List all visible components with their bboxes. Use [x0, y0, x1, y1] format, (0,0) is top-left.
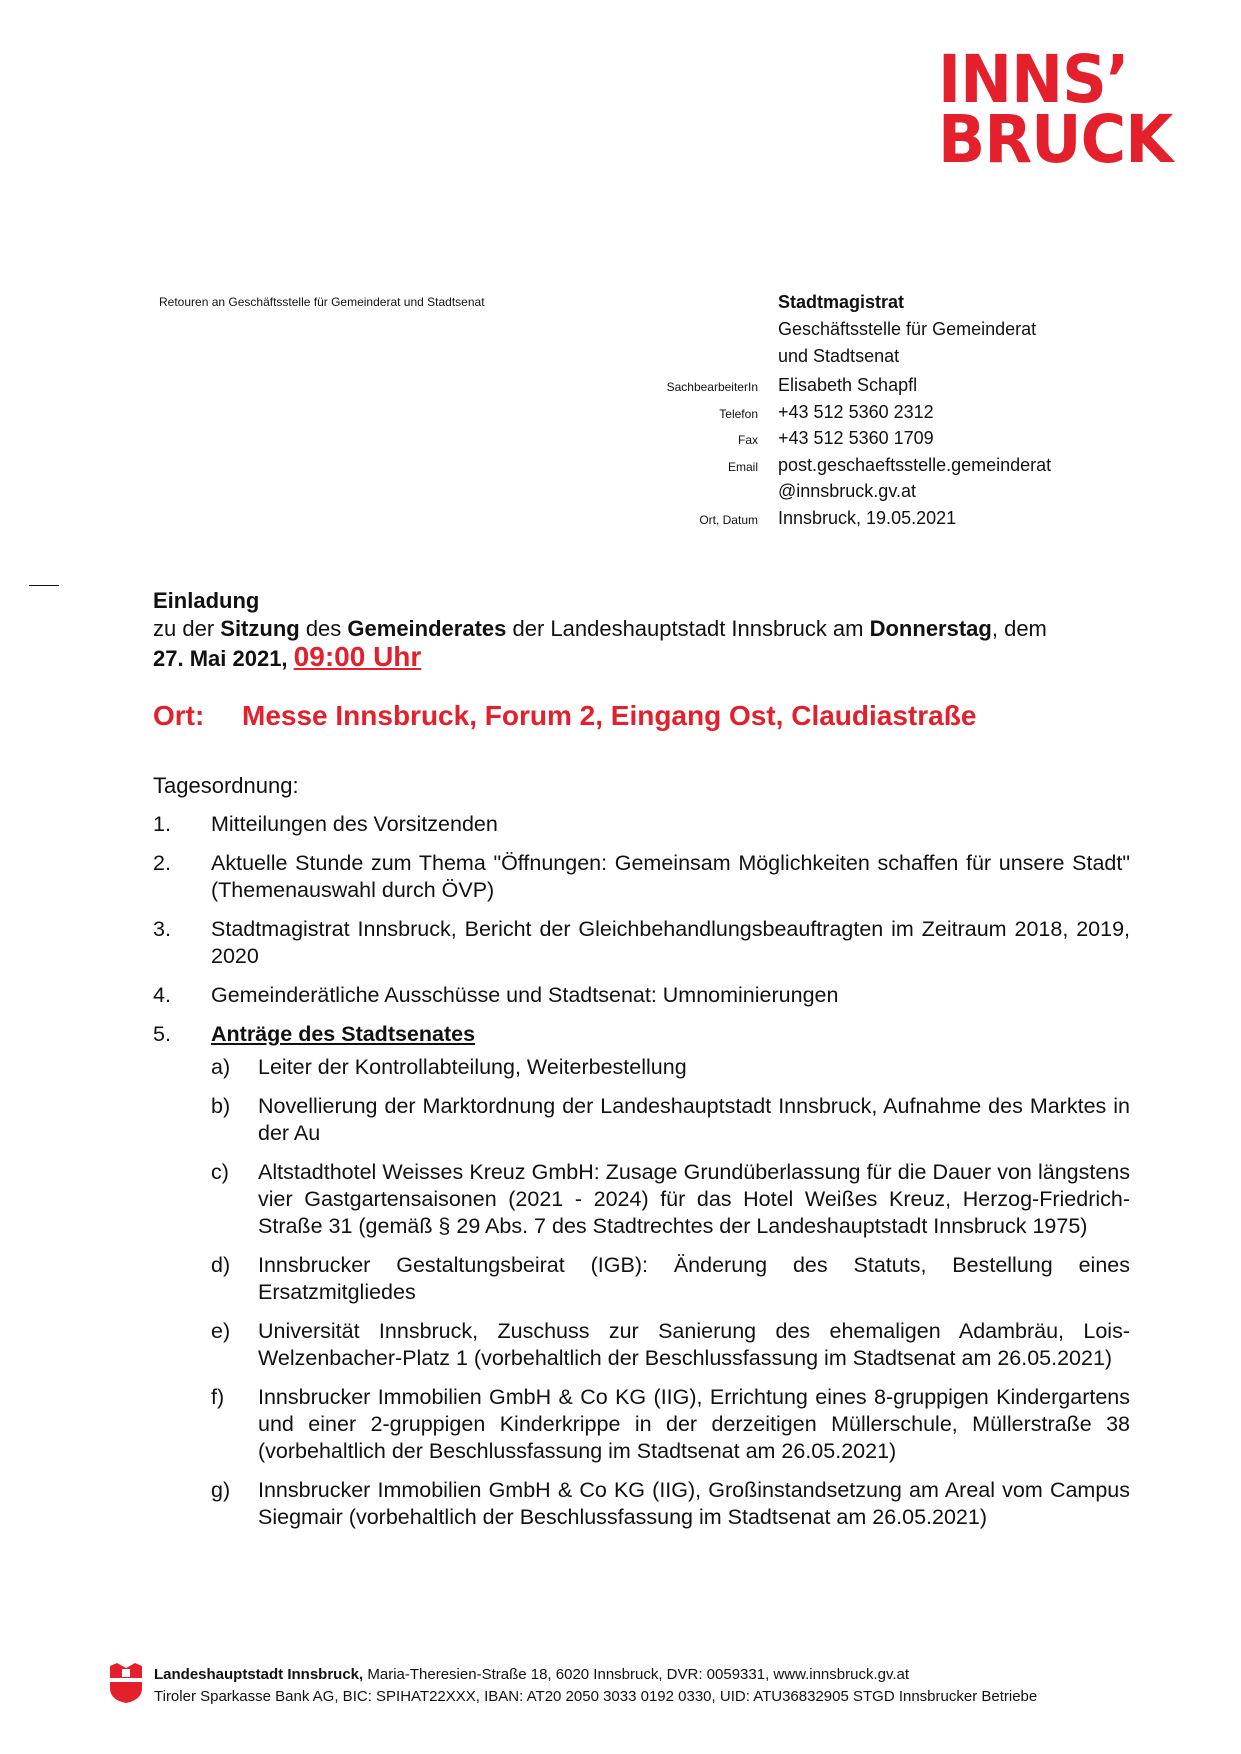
agenda-item: 5. Anträge des Stadtsenates	[153, 1022, 476, 1046]
agenda-subitem: g) Innsbrucker Immobilien GmbH & Co KG (IIG), Großinstandsetzung am Areal vom Campus Siegmair (vorbehaltlich der Beschlussfassung im Stadtsenat am 26.05.2021)	[211, 1478, 1130, 1529]
agenda-subitem: d) Innsbrucker Gestaltungsbeirat (IGB): Änderung des Statuts, Bestellung eines Ersatzmitgliedes	[211, 1253, 1130, 1304]
agenda-item: 1. Mitteilungen des Vorsitzenden	[153, 812, 498, 836]
section-heading: Anträge des Stadtsenates	[211, 1022, 476, 1046]
return-address: Retouren an Geschäftsstelle für Gemeinderat und Stadtsenat	[159, 295, 485, 309]
invitation-heading: Einladung	[153, 588, 260, 613]
meeting-date: 27. Mai 2021,	[153, 646, 288, 671]
agenda-item: 2. Aktuelle Stunde zum Thema "Öffnungen: Gemeinsam Möglichkeiten schaffen für unsere Stadt" (Themenauswahl durch ÖVP)	[153, 851, 1130, 902]
invitation-text: zu der Sitzung des Gemeinderates der Landeshauptstadt Innsbruck am Donnerstag, dem	[153, 616, 1047, 641]
footer-address: Maria-Theresien-Straße 18, 6020 Innsbruck, DVR: 0059331, www.innsbruck.gv.at	[363, 1666, 910, 1683]
agenda-subitem: f) Innsbrucker Immobilien GmbH & Co KG (IIG), Errichtung eines 8-gruppigen Kindergartens und einer 2-gruppigen Kinderkrippe in der derzeitigen Müllerschule, Müllerstraße 38 (vorbehaltlich der Beschlussfassung im Stadtsenat am 26.05.2021)	[211, 1385, 1130, 1463]
agenda-item: 4. Gemeinderätliche Ausschüsse und Stadtsenat: Umnominierungen	[153, 983, 839, 1007]
meeting-location	[153, 700, 976, 732]
fax-label: Fax	[737, 433, 758, 447]
email-line-2: @innsbruck.gv.at	[778, 481, 916, 501]
city-emblem-icon	[109, 1662, 143, 1704]
sender-dept-2: und Stadtsenat	[778, 346, 900, 366]
sender-dept-1: Geschäftsstelle für Gemeinderat	[778, 319, 1037, 339]
fax-number: +43 512 5360 1709	[778, 428, 934, 448]
phone-label: Telefon	[719, 406, 758, 421]
invitation-block	[153, 587, 1093, 673]
agenda-subitem: e) Universität Innsbruck, Zuschuss zur Sanierung des ehemaligen Adambräu, Lois-Welzenbacher-Platz 1 (vorbehaltlich der Beschlussfassung im Stadtsenat am 26.05.2021)	[211, 1319, 1130, 1370]
agenda-list	[153, 811, 1130, 1543]
email-line-1: post.geschaeftsstelle.gemeinderat	[778, 454, 1052, 475]
agenda-subitem: a) Leiter der Kontrollabteilung, Weiterbestellung	[211, 1055, 687, 1079]
footer-address-line	[154, 1666, 909, 1683]
location-value: Messe Innsbruck, Forum 2, Eingang Ost, Claudiastraße	[242, 700, 977, 731]
agenda-subitem: b) Novellierung der Marktordnung der Landeshauptstadt Innsbruck, Aufnahme des Marktes in der Au	[211, 1094, 1130, 1145]
sender-block	[600, 292, 1120, 534]
clerk-label: SachbearbeiterIn	[666, 380, 758, 394]
sender-org: Stadtmagistrat	[778, 292, 905, 312]
meeting-datetime	[153, 643, 1093, 673]
agenda-item: 3. Stadtmagistrat Innsbruck, Bericht der Gleichbehandlungsbeauftragten im Zeitraum 2018, 2019, 2020	[153, 917, 1130, 968]
innsbruck-logo	[938, 41, 1173, 178]
logo-line-1: INNS’	[938, 41, 1129, 118]
clerk-name: Elisabeth Schapfl	[778, 375, 918, 395]
letter-date: Innsbruck, 19.05.2021	[778, 507, 957, 528]
footer-bank-line: Tiroler Sparkasse Bank AG, BIC: SPIHAT22XXX, IBAN: AT20 2050 3033 0192 0330, UID: ATU36832905 STGD Innsbrucker Betriebe	[154, 1688, 1038, 1705]
date-label: Ort, Datum	[699, 512, 758, 527]
meeting-time: 09:00 Uhr	[293, 641, 422, 672]
agenda-subitem: c) Altstadthotel Weisses Kreuz GmbH: Zusage Grundüberlassung für die Dauer von längstens vier Gastgartensaisonen (2021 - 2024) für das Hotel Weißes Kreuz, Herzog-Friedrich-Straße 31 (gemäß § 29 Abs. 7 des Stadtrechtes der Landeshauptstadt Innsbruck 1975)	[211, 1160, 1130, 1238]
footer-org: Landeshauptstadt Innsbruck,	[154, 1666, 364, 1683]
location-label: Ort:	[153, 700, 205, 731]
phone-number: +43 512 5360 2312	[778, 401, 934, 422]
agenda-subitems	[211, 1054, 1130, 1531]
logo-line-2: BRUCK	[938, 101, 1173, 178]
agenda-title: Tagesordnung:	[153, 773, 299, 798]
email-label: Email	[727, 459, 758, 474]
fold-mark	[29, 585, 59, 586]
